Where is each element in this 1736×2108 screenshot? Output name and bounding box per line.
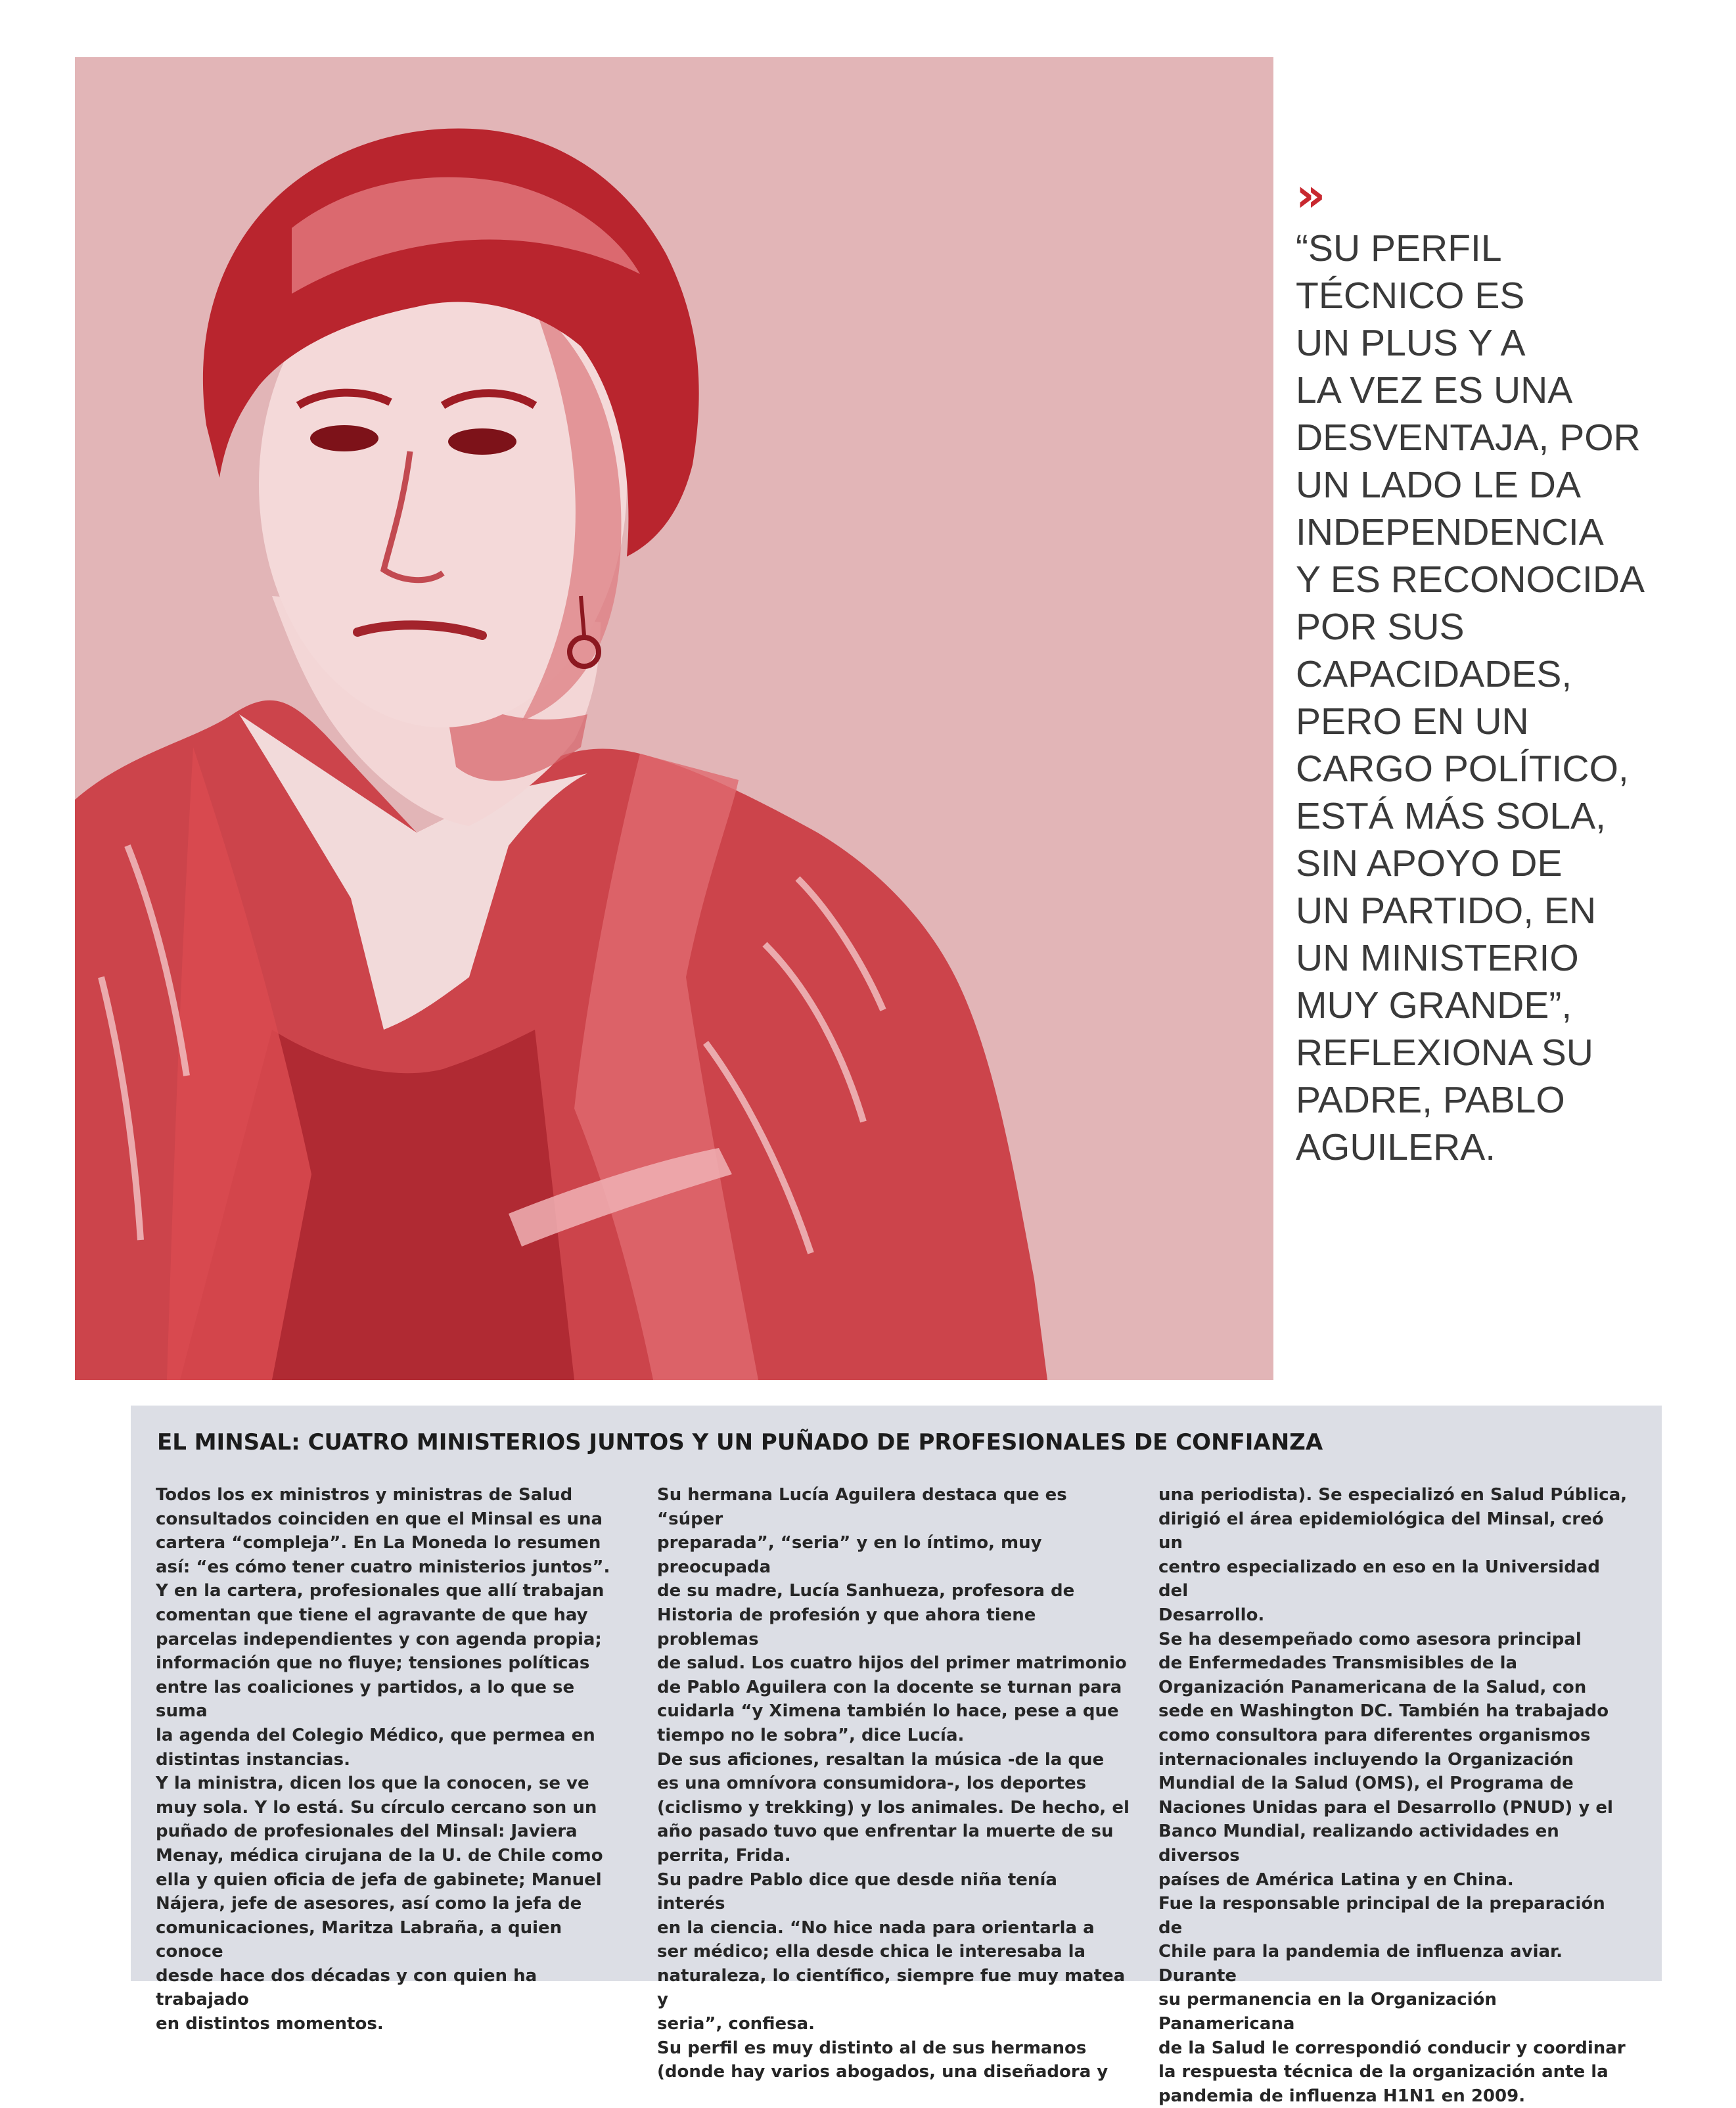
portrait-photo xyxy=(75,57,1273,1380)
sidebar-column-3: una periodista). Se especializó en Salud Pública, dirigió el área epidemiológica del Minsal, creó un centro especializado en eso en la Universidad del Desarrollo. Se ha desempeñado como asesora principal de Enfermedades Transmisibles de la Organización Panamericana de la Salud, con sede en Washington DC. También ha trabajado como consultora para diferentes organismos internacionales incluyendo la Organización Mundial de la Salud (OMS), el Programa de Naciones Unidas para el Desarrollo (PNUD) y el Banco Mundial, realizando actividades en diversos países de América Latina y en China. Fue la responsable principal de la preparación de Chile para la pandemia de influenza aviar. Durante su permanencia en la Organización Panamericana de la Salud le correspondió conducir y coordinar la respuesta técnica de la organización ante la pandemia de influenza H1N1 en 2009. xyxy=(1158,1485,1628,2106)
portrait-illustration-icon xyxy=(75,57,1273,1380)
sidebar-column-2: Su hermana Lucía Aguilera destaca que es “súper preparada”, “seria” y en lo íntimo, muy preocupada de su madre, Lucía Sanhueza, profesora de Historia de profesión y que ahora tiene problemas de salud. Los cuatro hijos del primer matrimonio de Pablo Aguilera con la docente se turnan para cuidarla “y Ximena también lo hace, pese a que tiempo no le sobra”, dice Lucía. De sus aficiones, resaltan la música -de la que es una omnívora consumidora-, los deportes (ciclismo y trekking) y los animales. De hecho, el año pasado tuvo que enfrentar la muerte de su perrita, Frida. Su padre Pablo dice que desde niña tenía interés en la ciencia. “No hice nada para orientarla a ser médico; ella desde chica le interesaba la naturaleza, lo científico, siempre fue muy matea y seria”, confiesa. Su perfil es muy distinto al de sus hermanos (donde hay varios abogados, una diseñadora y xyxy=(657,1485,1130,2082)
quote-marker-icon: » xyxy=(1296,168,1321,222)
sidebar-column-1: Todos los ex ministros y ministras de Salud consultados coinciden en que el Minsal es una cartera “compleja”. En La Moneda lo resumen así: “es cómo tener cuatro ministerios juntos”. Y en la cartera, profesionales que allí trabajan comentan que tiene el agravante de que hay parcelas independientes y con agenda propia; información que no fluye; tensiones políticas entre las coaliciones y partidos, a lo que se suma la agenda del Colegio Médico, que permea en distintas instancias. Y la ministra, dicen los que la conocen, se ve muy sola. Y lo está. Su círculo cercano son un puñado de profesionales del Minsal: Javiera Menay, médica cirujana de la U. de Chile como ella y quien oficia de jefa de gabinete; Manuel Nájera, jefe de asesores, así como la jefa de comunicaciones, Maritza Labraña, a quien conoce desde hace dos décadas y con quien ha trabajado en distintos momentos. xyxy=(156,1485,610,2034)
right-eye-shape xyxy=(448,428,516,455)
left-eye-shape xyxy=(310,425,378,451)
sidebar-box-title: EL MINSAL: CUATRO MINISTERIOS JUNTOS Y UN PUÑADO DE PROFESIONALES DE CONFIANZA xyxy=(157,1429,1323,1455)
sidebar-box xyxy=(131,1406,1662,2106)
pull-quote xyxy=(1296,168,1716,1171)
pull-quote-text: “SU PERFIL TÉCNICO ES UN PLUS Y A LA VEZ ES UNA DESVENTAJA, POR UN LADO LE DA INDEPENDENCIA Y ES RECONOCIDA POR SUS CAPACIDADES, PERO EN UN CARGO POLÍTICO, ESTÁ MÁS SOLA, SIN APOYO DE UN PARTIDO, EN UN MINISTERIO MUY GRANDE”, REFLEXIONA SU PADRE, PABLO AGUILERA. xyxy=(1296,227,1645,1168)
